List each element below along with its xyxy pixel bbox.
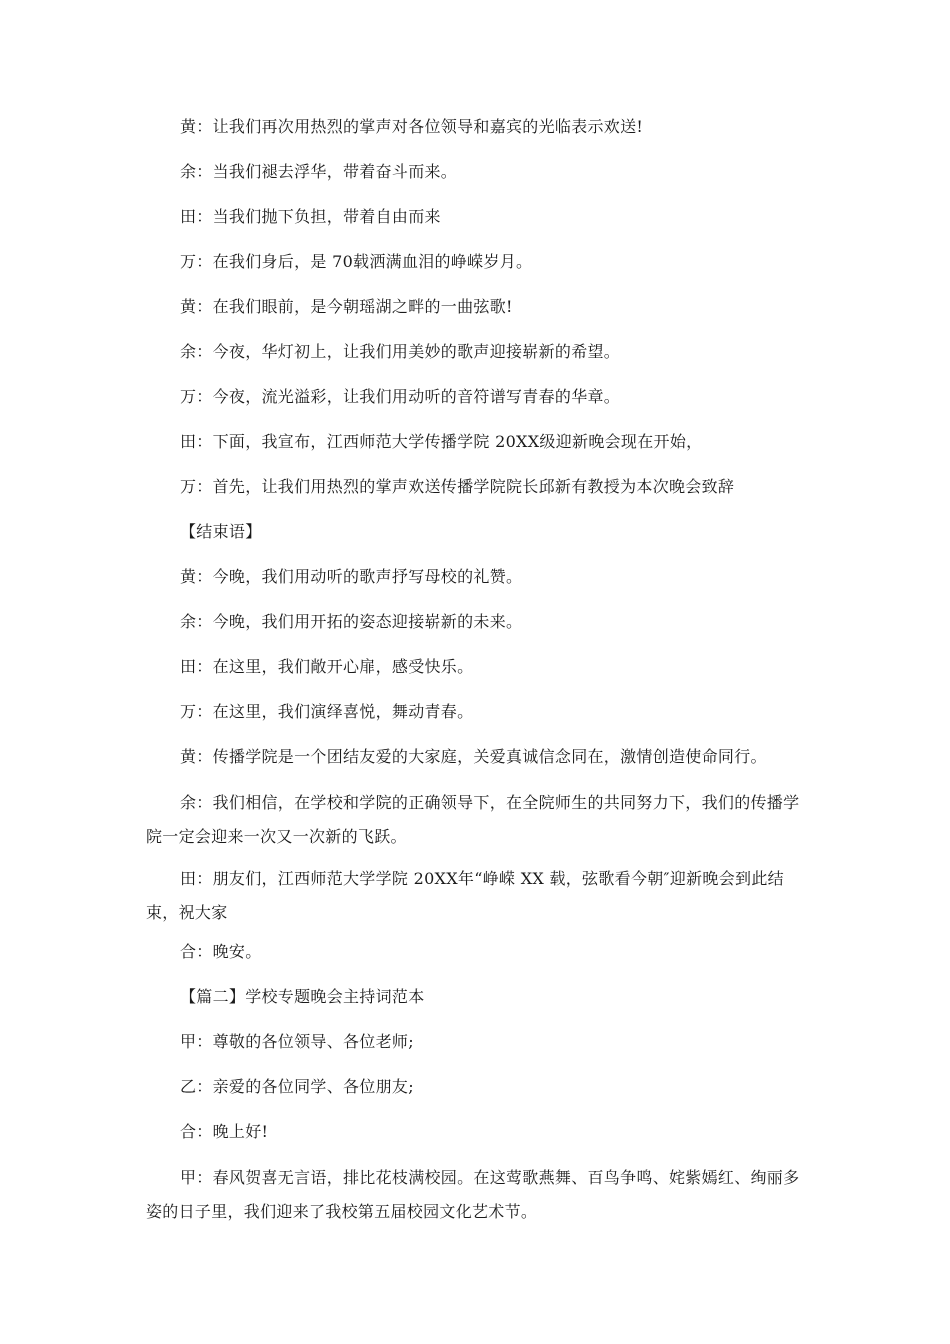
section-two-heading: 【篇二】学校专题晚会主持词范本 <box>180 987 425 1006</box>
text-line: 黄：让我们再次用热烈的掌声对各位领导和嘉宾的光临表示欢送! <box>180 117 644 136</box>
text-line: 黄：今晚，我们用动听的歌声抒写母校的礼赞。 <box>180 567 523 586</box>
closing-heading: 【结束语】 <box>180 522 262 541</box>
paragraph-jia: 甲：春风贺喜无言语，排比花枝满校园。在这莺歌燕舞、百鸟争鸣、姹紫嫣红、绚丽多姿的日子里，我们迎来了我校第五届校园文化艺术节。 <box>146 1168 800 1221</box>
text-line: 余：今晚，我们用开拓的姿态迎接崭新的未来。 <box>180 612 523 631</box>
text-line: 合：晚安。 <box>180 942 262 961</box>
text-line: 万：在我们身后，是 70载洒满血泪的峥嵘岁月。 <box>180 252 533 271</box>
text-line: 黄：在我们眼前，是今朝瑶湖之畔的一曲弦歌! <box>180 297 513 316</box>
text-line: 万：在这里，我们演绎喜悦，舞动青春。 <box>180 702 474 721</box>
text-line: 田：当我们抛下负担，带着自由而来 <box>180 207 441 226</box>
text-line: 黄：传播学院是一个团结友爱的大家庭，关爱真诚信念同在，激情创造使命同行。 <box>180 747 767 766</box>
text-line: 田：下面，我宣布，江西师范大学传播学院 20XX级迎新晚会现在开始， <box>180 432 703 451</box>
text-line: 余：今夜，华灯初上，让我们用美妙的歌声迎接崭新的希望。 <box>180 342 621 361</box>
text-line: 合：晚上好! <box>180 1122 269 1141</box>
text-line: 余：当我们褪去浮华，带着奋斗而来。 <box>180 162 458 181</box>
text-line: 万：首先，让我们用热烈的掌声欢送传播学院院长邱新有教授为本次晚会致辞 <box>180 477 735 496</box>
text-line: 万：今夜，流光溢彩，让我们用动听的音符谱写青春的华章。 <box>180 387 621 406</box>
paragraph-yu: 余：我们相信，在学校和学院的正确领导下，在全院师生的共同努力下，我们的传播学院一定会迎来一次又一次新的飞跃。 <box>146 793 800 846</box>
paragraph-tian: 田：朋友们，江西师范大学学院 20XX年“峥嵘 XX 载，弦歌看今朝″迎新晚会到此结束，祝大家 <box>146 869 784 922</box>
text-line: 乙：亲爱的各位同学、各位朋友; <box>180 1077 414 1096</box>
text-line: 田：在这里，我们敞开心扉，感受快乐。 <box>180 657 474 676</box>
text-line: 甲：尊敬的各位领导、各位老师; <box>180 1032 414 1051</box>
